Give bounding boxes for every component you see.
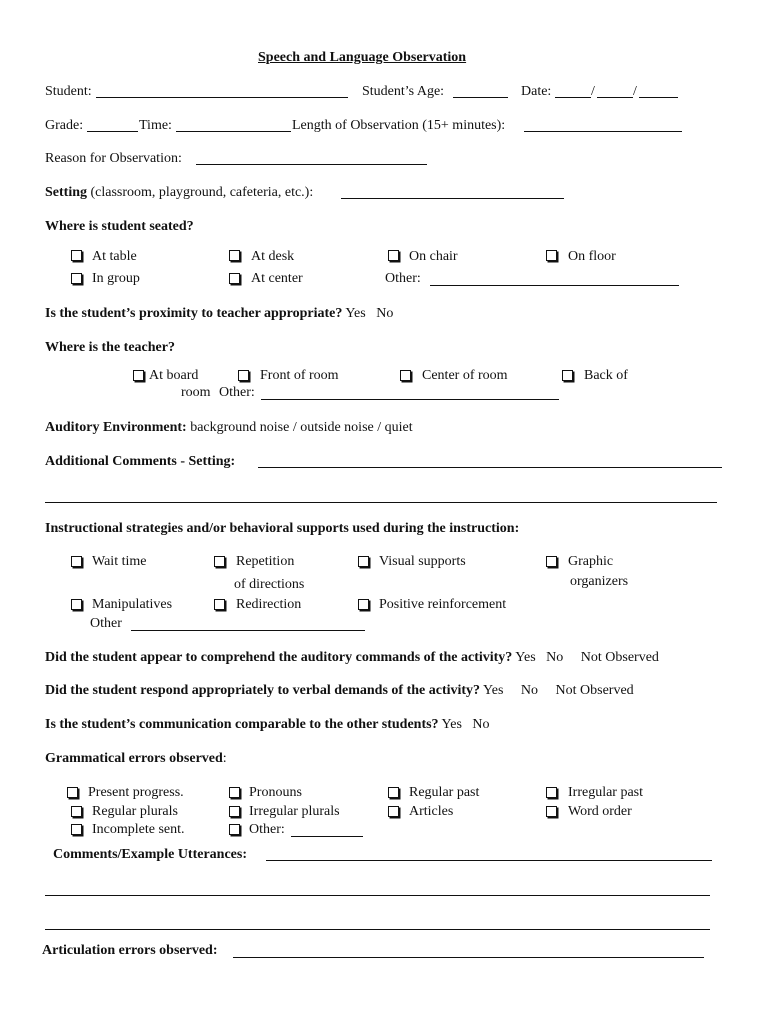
checkbox-at-center[interactable] — [229, 273, 240, 284]
reason-label: Reason for Observation: — [45, 151, 182, 166]
option-repetition: Repetition — [236, 554, 295, 569]
checkbox-grammar-other[interactable] — [229, 824, 240, 835]
option-graphic: Graphic — [568, 554, 614, 569]
option-articles: Articles — [409, 804, 454, 819]
proximity-question: Is the student’s proximity to teacher appropriate? Yes No — [45, 306, 394, 321]
option-front-of-room: Front of room — [260, 368, 339, 383]
checkbox-irregular-past[interactable] — [546, 787, 557, 798]
date-separator: / — [591, 84, 595, 99]
date-year-field[interactable] — [639, 97, 678, 98]
comments-line-3[interactable] — [45, 929, 710, 930]
option-regular-plurals: Regular plurals — [92, 804, 178, 819]
checkbox-articles[interactable] — [388, 806, 399, 817]
option-repetition-continued: of directions — [234, 577, 305, 592]
checkbox-irregular-plurals[interactable] — [229, 806, 240, 817]
option-pronouns: Pronouns — [249, 785, 302, 800]
option-at-desk: At desk — [251, 249, 295, 264]
option-center-of-room: Center of room — [422, 368, 508, 383]
teacher-question: Where is the teacher? — [45, 340, 175, 355]
checkbox-front-of-room[interactable] — [238, 370, 249, 381]
grade-field[interactable] — [87, 131, 138, 132]
student-label: Student: — [45, 84, 92, 99]
option-at-center: At center — [251, 271, 303, 286]
additional-comments-line-2[interactable] — [45, 502, 717, 503]
checkbox-manipulatives[interactable] — [71, 599, 82, 610]
teacher-other-field[interactable] — [261, 399, 559, 400]
option-manipulatives: Manipulatives — [92, 597, 173, 612]
checkbox-incomplete-sentence[interactable] — [71, 824, 82, 835]
additional-comments-label: Additional Comments - Setting: — [45, 454, 236, 469]
age-field[interactable] — [453, 97, 508, 98]
option-regular-past: Regular past — [409, 785, 480, 800]
communication-question: Is the student’s communication comparable to the other students? Yes No — [45, 717, 490, 732]
strategies-other-label: Other — [90, 616, 122, 631]
option-incomplete-sentence: Incomplete sent. — [92, 822, 185, 837]
checkbox-on-floor[interactable] — [546, 250, 557, 261]
checkbox-wait-time[interactable] — [71, 556, 82, 567]
date-label: Date: — [521, 84, 552, 99]
checkbox-at-board[interactable] — [133, 370, 144, 381]
option-back-of: Back of — [584, 368, 628, 383]
teacher-other-label: Other: — [219, 385, 255, 400]
checkbox-visual-supports[interactable] — [358, 556, 369, 567]
age-label: Student’s Age: — [362, 84, 445, 99]
checkbox-positive-reinforcement[interactable] — [358, 599, 369, 610]
time-field[interactable] — [176, 131, 291, 132]
grammar-other-field[interactable] — [291, 836, 363, 837]
setting-label: Setting (classroom, playground, cafeteria, etc.): — [45, 185, 314, 200]
option-grammar-other: Other: — [249, 822, 285, 837]
strategies-question: Instructional strategies and/or behavioral supports used during the instruction: — [45, 521, 520, 536]
articulation-label: Articulation errors observed: — [42, 943, 218, 958]
checkbox-word-order[interactable] — [546, 806, 557, 817]
checkbox-at-desk[interactable] — [229, 250, 240, 261]
checkbox-redirection[interactable] — [214, 599, 225, 610]
option-present-progressive: Present progress. — [88, 785, 184, 800]
comments-field[interactable] — [266, 860, 712, 861]
option-irregular-plurals: Irregular plurals — [249, 804, 340, 819]
option-at-table: At table — [92, 249, 137, 264]
checkbox-pronouns[interactable] — [229, 787, 240, 798]
option-in-group: In group — [92, 271, 140, 286]
seated-other-label: Other: — [385, 271, 421, 286]
checkbox-back-of-room[interactable] — [562, 370, 573, 381]
checkbox-center-of-room[interactable] — [400, 370, 411, 381]
option-graphic-continued: organizers — [570, 574, 629, 589]
auditory-environment: Auditory Environment: background noise / outside noise / quiet — [45, 420, 413, 435]
reason-field[interactable] — [196, 164, 427, 165]
seated-other-field[interactable] — [430, 285, 679, 286]
option-irregular-past: Irregular past — [568, 785, 644, 800]
checkbox-at-table[interactable] — [71, 250, 82, 261]
checkbox-graphic-organizers[interactable] — [546, 556, 557, 567]
option-at-board: At board — [149, 368, 199, 383]
comprehend-question: Did the student appear to comprehend the auditory commands of the activity? Yes No Not Observed — [45, 650, 659, 665]
checkbox-regular-past[interactable] — [388, 787, 399, 798]
option-visual-supports: Visual supports — [379, 554, 466, 569]
grammar-label: Grammatical errors observed: — [45, 751, 227, 766]
time-label: Time: — [139, 118, 172, 133]
strategies-other-field[interactable] — [131, 630, 365, 631]
checkbox-in-group[interactable] — [71, 273, 82, 284]
date-day-field[interactable] — [597, 97, 633, 98]
checkbox-repetition[interactable] — [214, 556, 225, 567]
seated-question: Where is student seated? — [45, 219, 194, 234]
grade-label: Grade: — [45, 118, 84, 133]
respond-question: Did the student respond appropriately to verbal demands of the activity? Yes No Not Observed — [45, 683, 634, 698]
option-on-floor: On floor — [568, 249, 616, 264]
option-redirection: Redirection — [236, 597, 302, 612]
articulation-field[interactable] — [233, 957, 704, 958]
comments-line-2[interactable] — [45, 895, 710, 896]
option-back-of-room-wrap: room — [181, 385, 211, 400]
student-name-field[interactable] — [96, 97, 348, 98]
option-on-chair: On chair — [409, 249, 458, 264]
checkbox-present-progressive[interactable] — [67, 787, 78, 798]
date-separator: / — [633, 84, 637, 99]
option-wait-time: Wait time — [92, 554, 147, 569]
checkbox-on-chair[interactable] — [388, 250, 399, 261]
checkbox-regular-plurals[interactable] — [71, 806, 82, 817]
option-positive-reinforcement: Positive reinforcement — [379, 597, 507, 612]
option-word-order: Word order — [568, 804, 632, 819]
comments-label: Comments/Example Utterances: — [53, 847, 248, 862]
page-title: Speech and Language Observation — [258, 50, 467, 65]
length-label: Length of Observation (15+ minutes): — [292, 118, 506, 133]
setting-field[interactable] — [341, 198, 564, 199]
additional-comments-field[interactable] — [258, 467, 722, 468]
date-month-field[interactable] — [555, 97, 591, 98]
length-field[interactable] — [524, 131, 682, 132]
